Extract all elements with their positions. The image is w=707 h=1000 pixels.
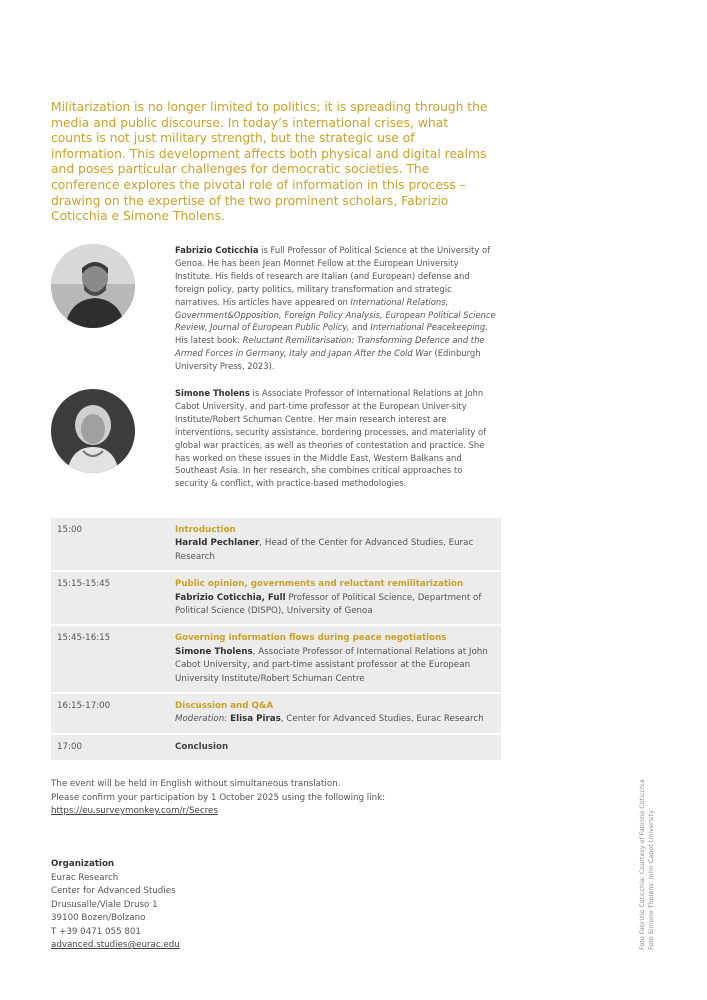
credit-line: Foto Fabrizio Coticchia: Courtesy of Fabrizio Coticchia — [638, 779, 646, 950]
schedule-title: Public opinion, governments and reluctant remilitarization — [175, 579, 464, 590]
schedule-desc: , Head of the Center for Advanced Studies, Eurac Research — [175, 538, 474, 562]
schedule-row — [51, 626, 501, 694]
schedule-title: Introduction — [175, 525, 236, 535]
org-email-link[interactable]: advanced.studies@eurac.edu — [51, 940, 180, 950]
schedule-moderation-label: Moderation: — [175, 714, 228, 725]
schedule-person: Harald Pechlaner — [175, 538, 260, 549]
coticchia-photo — [51, 244, 135, 328]
schedule-person: Fabrizio Coticchia — [175, 592, 262, 603]
schedule-time: 15:15-15:45 — [57, 579, 111, 590]
intro-paragraph: Militarization is no longer limited to politics; it is spreading through the media and public discourse. In today’s international crises, what counts is not just military strength, but the strategic use of information. This development affects both physical and digital realms and poses particular challenges for democratic societies. The conference explores the pivotal role of information in this process – drawing on the expertise of the two prominent scholars, Fabrizio Coticchia e Simone Tholens. — [51, 100, 488, 224]
schedule-time: 16:15-17:00 — [57, 701, 111, 712]
event-notes — [51, 778, 501, 819]
schedule-row — [51, 694, 501, 735]
schedule-title: Conclusion — [175, 741, 229, 752]
org-line: 39100 Bozen/Bolzano — [51, 913, 146, 923]
coticchia-bio-part3: (Edinburgh University Press, 2023). — [175, 348, 481, 372]
schedule-row — [51, 735, 501, 762]
schedule-person: Elisa Piras — [227, 714, 281, 725]
tholens-photo — [51, 389, 135, 473]
schedule-table — [51, 518, 501, 762]
tholens-name: Simone Tholens — [175, 388, 250, 398]
schedule-time: 15:00 — [57, 525, 83, 535]
registration-link[interactable]: https://eu.surveymonkey.com/r/Secres — [51, 806, 218, 816]
notes-language: The event will be held in English without simultaneous translation. — [51, 779, 341, 789]
schedule-row — [51, 518, 501, 572]
schedule-time: 17:00 — [57, 741, 83, 752]
tholens-bio-part: is Associate Professor of International Relations at John Cabot University, and part-time professor at the European Univer-sity Institute/Robert Schuman Centre. Her main research interest are interventions, security assistance, bordering processes, and materiality of global war practices, as well as theories of contestation and practice. She has worked on these issues in the Middle East, Western Balkans and Southeast Asia. In her research, she combines critical approaches to security & conflict, with practice-based methodologies. — [175, 388, 487, 489]
org-line: Center for Advanced Studies — [51, 886, 176, 896]
schedule-person-suffix: , Full — [261, 592, 286, 603]
schedule-desc: Professor of Political Science, Department of Political Science (DISPO), University of Genoa — [175, 592, 482, 617]
coticchia-bio-and: and — [349, 322, 371, 333]
org-line: Drususalle/Viale Druso 1 — [51, 899, 158, 910]
schedule-title: Governing information flows during peace negotiations — [175, 633, 447, 644]
org-line: Eurac Research — [51, 872, 119, 883]
org-phone: T +39 0471 055 801 — [51, 926, 141, 937]
photo-credits — [638, 779, 656, 950]
tholens-bio-text — [175, 387, 497, 490]
schedule-person: Simone Tholens — [175, 646, 253, 657]
schedule-desc: , Associate Professor of International Relations at John Cabot University, and part-time assistant professor at the European University Institute/Robert Schuman Centre — [175, 646, 488, 684]
coticchia-book: Reluctant Remilitarisation: Transforming Defence and the Armed Forces in Germany, Italy and Japan After the Cold War — [175, 335, 485, 359]
coticchia-bio-text — [175, 244, 497, 373]
coticchia-bio-part2: . His latest book: — [175, 322, 488, 346]
coticchia-bio-part: is Full Professor of Political Science at the University of Genoa. He has been Jean Monnet Fellow at the European University Institute. His fields of research are Italian (and European) defense and foreign policy, party politics, military transformation and strategic narratives. His articles have appeared on — [175, 245, 491, 307]
schedule-title: Discussion and Q&A — [175, 701, 274, 712]
organization-heading: Organization — [51, 859, 115, 869]
schedule-time: 15:45-16:15 — [57, 633, 111, 644]
coticchia-name: Fabrizio Coticchia — [175, 245, 259, 255]
schedule-row — [51, 572, 501, 626]
coticchia-journal-last: International Peacekeeping — [370, 322, 486, 333]
organization-block — [51, 858, 351, 953]
credit-line: Foto Simone Tholens: John Cabot University — [647, 810, 655, 950]
coticchia-journals: International Relations, Government&Opposition, Foreign Policy Analysis, European Political Science Review, Journal of European Public Policy, — [175, 296, 496, 333]
schedule-desc: , Center for Advanced Studies, Eurac Research — [280, 714, 484, 725]
notes-confirm: Please confirm your participation by 1 October 2025 using the following link: — [51, 792, 386, 803]
